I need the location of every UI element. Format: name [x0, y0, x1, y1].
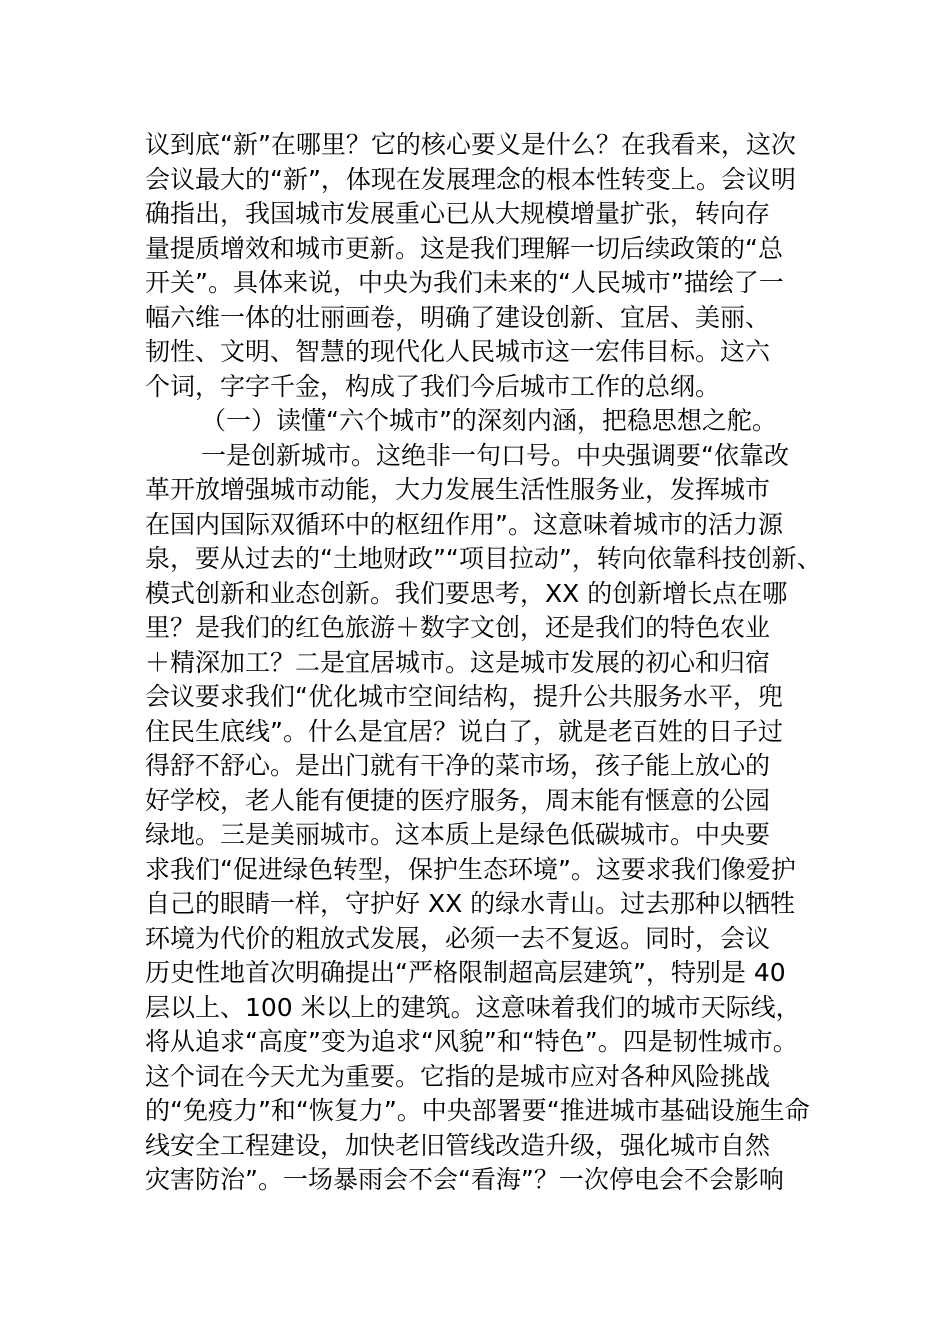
text-line: 模式创新和业态创新。我们要思考，XX 的创新增长点在哪: [145, 578, 788, 608]
text-line: 里？是我们的红色旅游＋数字文创，还是我们的特色农业: [145, 613, 771, 642]
text-line: 韧性、文明、智慧的现代化人民城市这一宏伟目标。这六: [145, 337, 771, 366]
text-line: 好学校，老人能有便捷的医疗服务，周末能有惬意的公园: [145, 785, 771, 815]
text-line: 议到底“新”在哪里？它的核心要义是什么？在我看来，这次: [145, 130, 796, 159]
text-line: 自己的眼睛一样，守护好 XX 的绿水青山。过去那种以牺牲: [145, 889, 796, 918]
section-heading: （一）读懂“六个城市”的深刻内涵，把稳思想之舵。: [201, 406, 777, 435]
text-line: 历史性地首次明确提出“严格限制超高层建筑”，特别是 40: [145, 958, 786, 987]
text-line: 得舒不舒心。是出门就有干净的菜市场，孩子能上放心的: [145, 751, 771, 780]
text-line: 量提质增效和城市更新。这是我们理解一切后续政策的“总: [145, 233, 783, 263]
text-line: 幅六维一体的壮丽画卷，明确了建设创新、宜居、美丽、: [145, 302, 771, 332]
text-line: 住民生底线”。什么是宜居？说白了，就是老百姓的日子过: [145, 716, 783, 746]
text-line: 这个词在今天尤为重要。它指的是城市应对各种风险挑战: [145, 1061, 771, 1091]
text-line: 会议要求我们“优化城市空间结构，提升公共服务水平，兜: [145, 682, 783, 711]
text-line: 会议最大的“新”，体现在发展理念的根本性转变上。会议明: [145, 164, 796, 194]
text-line: 一是创新城市。这绝非一句口号。中央强调要“依靠改: [201, 440, 789, 470]
text-line: 泉，要从过去的“土地财政”“项目拉动”，转向依靠科技创新、: [145, 544, 822, 573]
text-line: 个词，字字千金，构成了我们今后城市工作的总纲。: [145, 371, 721, 401]
text-line: 开关”。具体来说，中央为我们未来的“人民城市”描绘了一: [145, 268, 784, 297]
text-line: 求我们“促进绿色转型，保护生态环境”。这要求我们像爱护: [145, 854, 796, 884]
text-line: 线安全工程建设，加快老旧管线改造升级，强化城市自然: [145, 1130, 771, 1160]
text-line: 环境为代价的粗放式发展，必须一去不复返。同时，会议: [145, 923, 771, 953]
text-line: 的“免疫力”和“恢复力”。中央部署要“推进城市基础设施生命: [145, 1096, 810, 1125]
text-line: 革开放增强城市动能，大力发展生活性服务业，发挥城市: [145, 475, 771, 504]
text-line: 在国内国际双循环中的枢纽作用”。这意味着城市的活力源: [145, 509, 783, 539]
text-line: 灾害防治”。一场暴雨会不会“看海”？一次停电会不会影响: [145, 1165, 784, 1194]
text-line: 绿地。三是美丽城市。这本质上是绿色低碳城市。中央要: [145, 820, 771, 849]
text-line: 层以上、100 米以上的建筑。这意味着我们的城市天际线，: [145, 992, 801, 1022]
text-line: 将从追求“高度”变为追求“风貌”和“特色”。四是韧性城市。: [145, 1027, 798, 1056]
text-line: 确指出，我国城市发展重心已从大规模增量扩张，转向存: [145, 199, 771, 228]
text-line: ＋精深加工？二是宜居城市。这是城市发展的初心和归宿: [145, 647, 771, 677]
body-text: [145, 128, 822, 1198]
